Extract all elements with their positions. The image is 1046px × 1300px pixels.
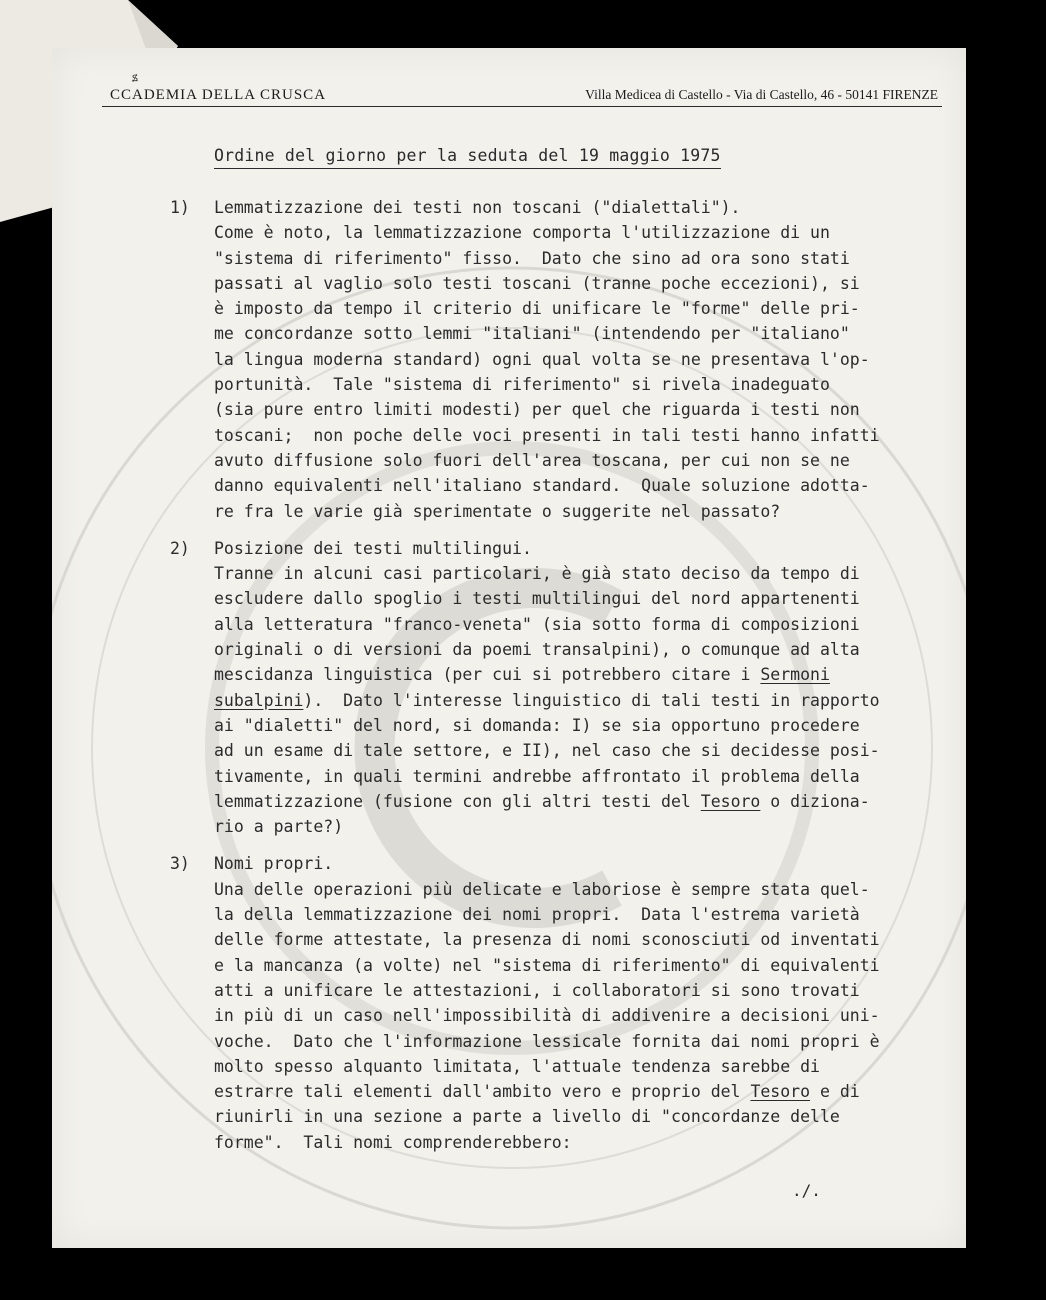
text-line: toscani; non poche delle voci presenti in tali testi hanno infatti — [214, 425, 880, 445]
text-line: voche. Dato che l'informazione lessicale fornita dai nomi propri è — [214, 1031, 880, 1051]
item-number: 2) — [170, 538, 190, 558]
text-line: (sia pure entro limiti modesti) per quel che riguarda i testi non — [214, 400, 860, 420]
text-line: escludere dallo spoglio i testi multilingui del nord appartenenti — [214, 589, 860, 609]
underlined-term: Tesoro — [700, 791, 761, 811]
text-line: delle forme attestate, la presenza di nomi sconosciuti od inventati — [214, 930, 880, 950]
text-line: subalpini). Dato l'interesse linguistico di tali testi in rapporto — [214, 690, 880, 710]
institution-name: CCADEMIA DELLA CRUSCA — [110, 87, 327, 103]
text-line: ai "dialetti" del nord, si domanda: I) se sia opportuno procedere — [214, 715, 860, 735]
agenda-list — [170, 195, 930, 1167]
agenda-item-3 — [170, 851, 930, 1155]
text-line: "sistema di riferimento" fisso. Dato che sino ad ora sono stati — [214, 248, 850, 268]
text-line: Nomi propri. — [214, 854, 334, 874]
item-number: 1) — [170, 198, 190, 217]
letterhead-rule — [102, 106, 942, 107]
text-line: rio a parte?) — [214, 817, 344, 837]
text-line: tivamente, in quali termini andrebbe affrontato il problema della — [214, 766, 860, 786]
underlined-term: subalpini — [214, 690, 304, 710]
text-line: molto spesso alquanto limitata, l'attuale tendenza sarebbe di — [214, 1056, 820, 1076]
text-line: alla letteratura "franco-veneta" (sia sotto forma di composizioni — [214, 614, 860, 634]
text-line: passati al vaglio solo testi toscani (tranne poche eccezioni), si — [214, 273, 860, 293]
text-line: atti a unificare le attestazioni, i collaboratori si sono trovati — [214, 980, 860, 1000]
page-title: Ordine del giorno per la seduta del 19 maggio 1975 — [214, 146, 721, 169]
text-line: lemmatizzazione (fusione con gli altri testi del Tesoro o diziona- — [214, 791, 870, 811]
underlined-term: Tesoro — [750, 1082, 811, 1102]
text-line: è imposto da tempo il criterio di unificare le "forme" delle pri- — [214, 299, 860, 319]
letterhead-mark: ꟍ — [132, 70, 139, 84]
text-line: me concordanze sotto lemmi "italiani" (intendendo per "italiano" — [214, 324, 850, 344]
text-line: Tranne in alcuni casi particolari, è già stato deciso da tempo di — [214, 564, 860, 584]
text-line: riunirli in una sezione a parte a livello di "concordanze delle — [214, 1107, 840, 1127]
underlined-term: Sermoni — [760, 665, 830, 685]
agenda-item-1 — [170, 195, 930, 524]
institution-address: Villa Medicea di Castello - Via di Castello, 46 - 50141 FIRENZE — [585, 87, 938, 102]
text-line: mescidanza linguistica (per cui si potrebbero citare i Sermoni — [214, 665, 830, 685]
text-line: e la mancanza (a volte) nel "sistema di riferimento" di equivalenti — [214, 955, 880, 975]
document-page — [52, 48, 966, 1248]
text-line: Posizione dei testi multilingui. — [214, 538, 532, 558]
text-line: Come è noto, la lemmatizzazione comporta l'utilizzazione di un — [214, 223, 830, 243]
text-line: la lingua moderna standard) ogni qual volta se ne presentava l'op- — [214, 349, 870, 369]
text-line: danno equivalenti nell'italiano standard. Quale soluzione adotta- — [214, 476, 870, 496]
text-line: Una delle operazioni più delicate e laboriose è sempre stata quel- — [214, 879, 870, 899]
text-line: originali o di versioni da poemi transalpini), o comunque ad alta — [214, 640, 860, 660]
text-line: re fra le varie già sperimentate o suggerite nel passato? — [214, 501, 781, 521]
item-number: 3) — [170, 854, 190, 874]
text-line: in più di un caso nell'impossibilità di addivenire a decisioni uni- — [214, 1006, 880, 1026]
text-line: ad un esame di tale settore, e II), nel caso che si decidesse posi- — [214, 741, 880, 761]
text-line: la della lemmatizzazione dei nomi propri. Data l'estrema varietà — [214, 905, 860, 925]
text-line: avuto diffusione solo fuori dell'area toscana, per cui non se ne — [214, 450, 850, 470]
continuation-mark: ./. — [792, 1181, 821, 1200]
text-line: portunità. Tale "sistema di riferimento" si rivela inadeguato — [214, 375, 830, 395]
text-line: Lemmatizzazione dei testi non toscani ("dialettali"). — [214, 198, 741, 217]
text-line: forme". Tali nomi comprenderebbero: — [214, 1132, 572, 1152]
text-line: estrarre tali elementi dall'ambito vero e proprio del Tesoro e di — [214, 1082, 860, 1102]
agenda-item-2 — [170, 536, 930, 840]
